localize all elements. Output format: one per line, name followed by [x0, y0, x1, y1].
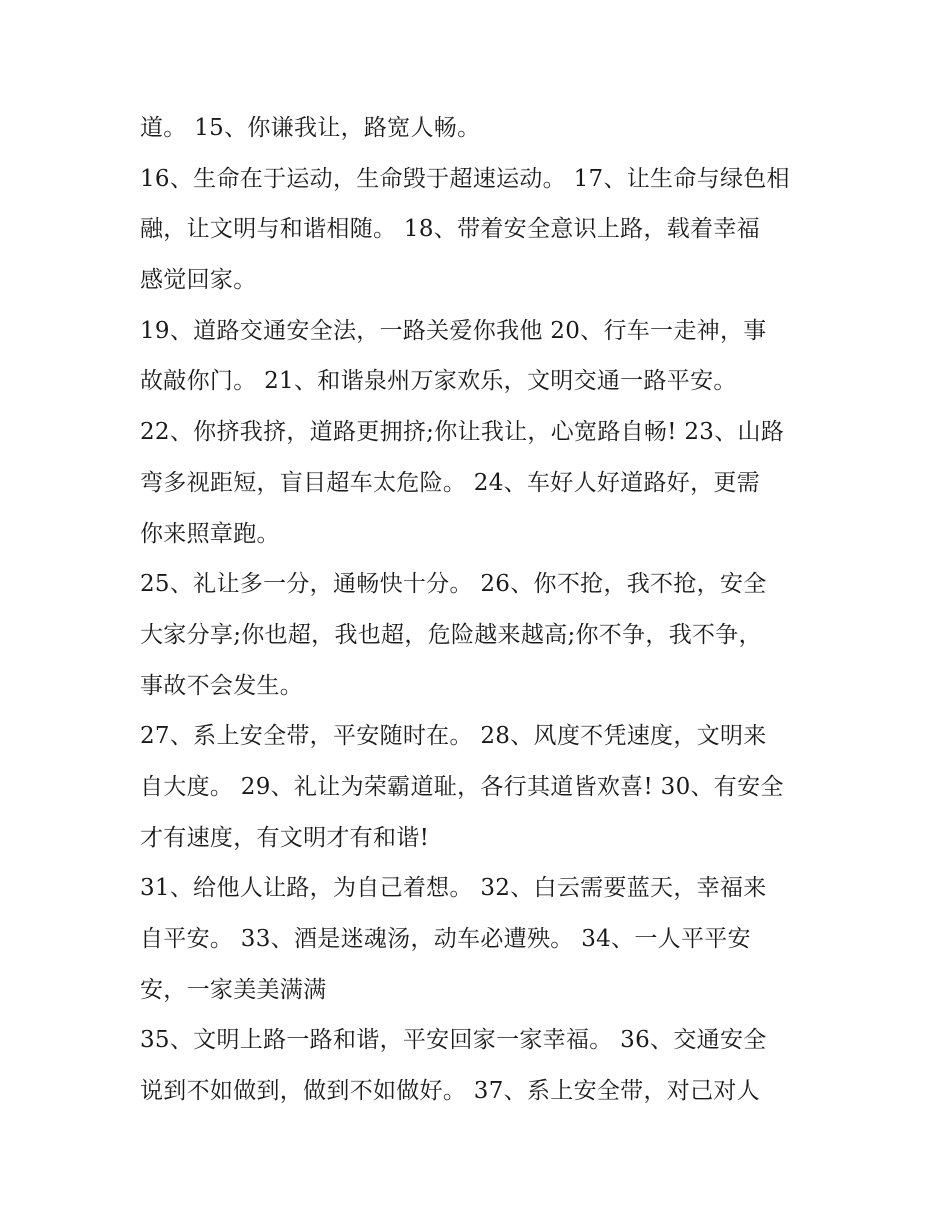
text-line: 感觉回家。 — [140, 267, 257, 294]
text-line: 安，一家美美满满 — [140, 976, 327, 1003]
text-line: 才有速度，有文明才有和谐! — [140, 824, 430, 851]
text-line: 故敲你门。 21、和谐泉州万家欢乐，文明交通一路平安。 — [140, 368, 737, 395]
body-text — [140, 103, 820, 1117]
text-line: 弯多视距短，盲目超车太危险。 24、车好人好道路好，更需 — [140, 469, 760, 496]
text-line: 自平安。 33、酒是迷魂汤，动车必遭殃。 34、一人平平安 — [140, 926, 751, 952]
text-line: 31、给他人让路，为自己着想。 32、白云需要蓝天，幸福来 — [140, 875, 767, 902]
text-line: 融，让文明与和谐相随。 18、带着安全意识上路，载着幸福 — [140, 216, 760, 243]
text-line: 你来照章跑。 — [140, 520, 280, 547]
text-line: 25、礼让多一分，通畅快十分。 26、你不抢，我不抢，安全 — [140, 571, 767, 598]
text-line: 自大度。 29、礼让为荣霸道耻，各行其道皆欢喜! 30、有安全 — [140, 773, 784, 800]
text-line: 16、生命在于运动，生命毁于超速运动。 17、让生命与绿色相 — [140, 165, 790, 192]
text-line: 道。 15、你谦我让，路宽人畅。 — [140, 115, 481, 141]
text-line: 35、文明上路一路和谐，平安回家一家幸福。 36、交通安全 — [140, 1027, 767, 1054]
text-line: 27、系上安全带，平安随时在。 28、风度不凭速度，文明来 — [140, 723, 767, 750]
text-line: 22、你挤我挤，道路更拥挤;你让我让，心宽路自畅! 23、山路 — [140, 419, 785, 446]
text-line: 说到不如做到，做到不如做好。 37、系上安全带，对己对人 — [140, 1078, 760, 1105]
text-line: 大家分享;你也超，我也超，危险越来越高;你不争，我不争， — [140, 621, 762, 648]
text-line: 事故不会发生。 — [140, 672, 304, 699]
text-line: 19、道路交通安全法，一路关爱你我他 20、行车一走神，事 — [140, 317, 767, 344]
